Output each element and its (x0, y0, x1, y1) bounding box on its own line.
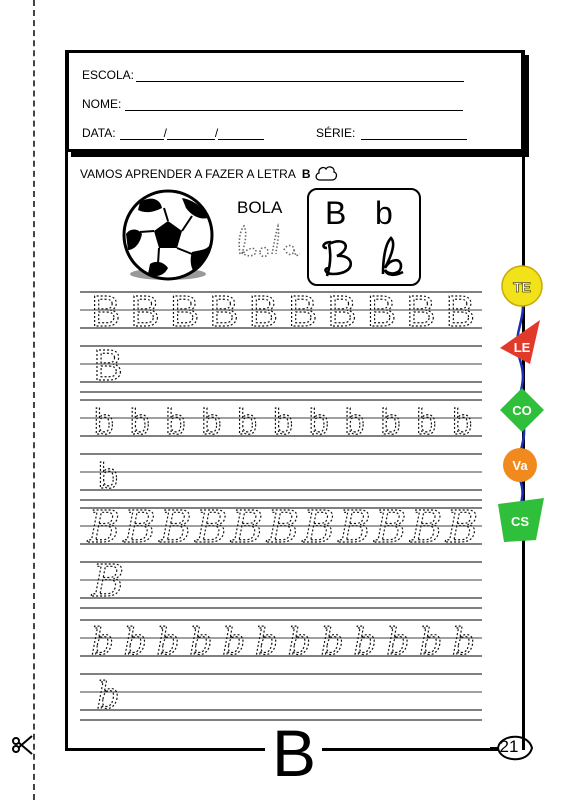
trace-letter: b (344, 401, 365, 442)
tag-va-text: Va (512, 458, 528, 473)
tag-cs-icon[interactable] (498, 498, 544, 542)
date-label: DATA: (82, 126, 116, 140)
trace-letter-model: b (96, 676, 120, 717)
trace-letter: B (91, 287, 121, 336)
trace-letter: B (266, 502, 300, 553)
footer-big-letter: B (271, 716, 317, 790)
trace-letter: B (338, 502, 371, 553)
trace-letter-model: b (97, 455, 119, 496)
trace-letter: b (165, 401, 186, 442)
page-number-text: 21 (499, 737, 519, 756)
trace-letter: B (248, 287, 278, 336)
trace-letter: B (169, 287, 200, 336)
trace-letter: b (380, 401, 401, 442)
tag-le-text: LE (513, 340, 531, 355)
trace-letter: b (201, 401, 222, 442)
trace-letter: b (353, 622, 377, 663)
trace-letter: B (87, 502, 121, 553)
trace-letter: b (189, 622, 213, 663)
print-upper-letter: B (325, 195, 347, 231)
trace-letter-model: B (91, 556, 125, 607)
trace-letter: b (287, 622, 311, 663)
lesson-letter: B (301, 167, 311, 181)
trace-letter-model: B (93, 341, 123, 390)
trace-letter: B (445, 502, 479, 553)
trace-letter: B (445, 287, 475, 336)
trace-letter: B (209, 287, 239, 336)
trace-letter: b (308, 401, 329, 442)
trace-letter: b (90, 622, 114, 663)
trace-letter: b (386, 622, 410, 663)
trace-letter: b (416, 401, 437, 442)
lesson-title-text: VAMOS APRENDER A FAZER A LETRA (80, 167, 296, 181)
grade-label: SÉRIE: (316, 126, 356, 140)
trace-letter: B (123, 502, 156, 553)
date-separator: / (163, 126, 167, 140)
date-separator: / (214, 126, 219, 140)
tag-co-icon[interactable] (500, 388, 544, 432)
trace-letter: b (452, 401, 473, 442)
tag-te-text: TE (513, 279, 531, 295)
trace-letter: B (406, 287, 436, 336)
trace-letter: b (237, 401, 258, 442)
trace-letter: B (288, 287, 318, 336)
tag-cs-text: CS (510, 514, 530, 529)
trace-letter: b (156, 622, 180, 663)
trace-letter: b (222, 622, 246, 663)
trace-letter: B (130, 287, 160, 336)
trace-letter: b (419, 622, 443, 663)
trace-letter: b (129, 401, 150, 442)
trace-letter: B (195, 502, 228, 553)
trace-letter: b (320, 622, 344, 663)
name-label: NOME: (82, 97, 122, 111)
trace-letter: B (302, 502, 335, 553)
trace-letter: b (272, 401, 294, 442)
trace-letter: b (93, 401, 114, 442)
tag-va-icon[interactable] (503, 448, 537, 482)
word-label: BOLA (237, 198, 283, 217)
trace-letter: b (452, 622, 476, 663)
tag-te-icon[interactable] (502, 266, 542, 306)
print-lower-letter: b (375, 195, 393, 231)
trace-letter: B (231, 502, 264, 553)
trace-letter: b (123, 622, 147, 663)
school-label: ESCOLA: (82, 68, 135, 82)
trace-letter: B (159, 502, 192, 553)
trace-letter: B (366, 287, 397, 336)
trace-letter: B (410, 502, 443, 553)
side-tag-chain (490, 260, 566, 550)
tag-co-text: CO (512, 403, 532, 418)
trace-letter: B (374, 502, 407, 553)
trace-letter: b (255, 622, 279, 663)
trace-letter: B (327, 287, 357, 336)
